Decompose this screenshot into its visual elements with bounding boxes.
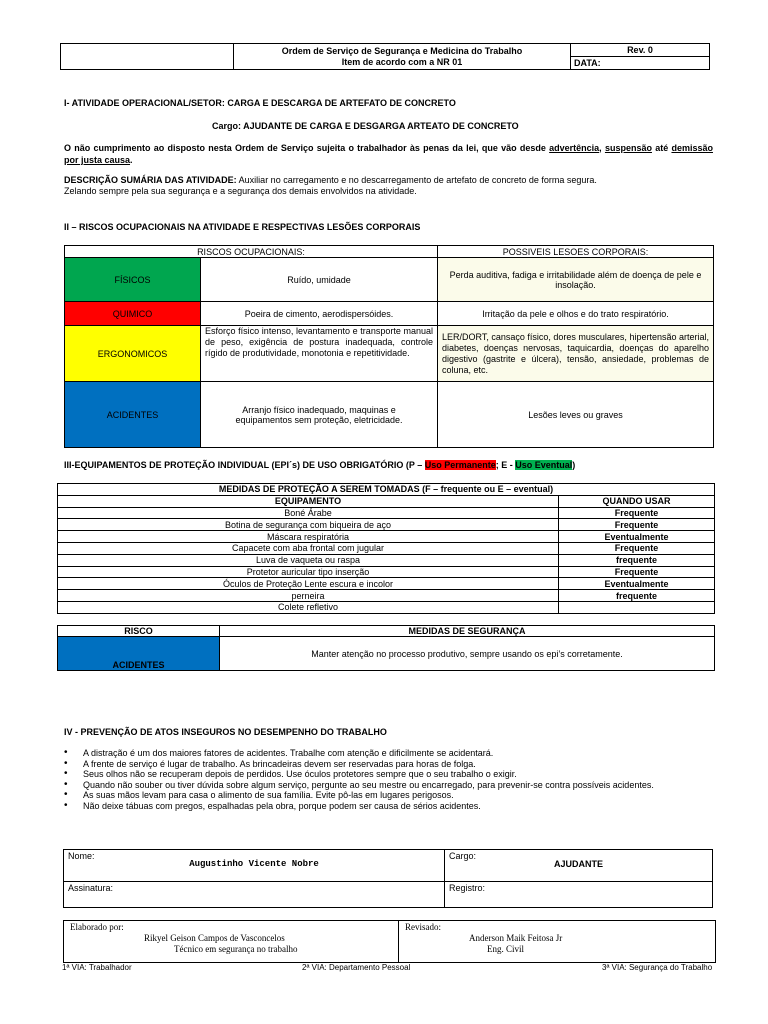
injury-description: LER/DORT, cansaço físico, dores musculares, hipertensão arterial, diabetes, doenças nervosas, taquicardia, doenças do aparelho digestivo (gastrite e úlcera), tensão, ansiedade, problemas de coluna, etc. — [438, 326, 714, 382]
epi-when: Eventualmente — [559, 578, 715, 590]
col-header-riscos: RISCOS OCUPACIONAIS: — [65, 246, 438, 258]
risk-description: Ruído, umidade — [201, 258, 438, 302]
epi-equipment: Máscara respiratória — [58, 531, 559, 543]
risk-category: FÍSICOS — [65, 258, 201, 302]
epi-equipment: perneira — [58, 590, 559, 602]
cargo-title: Cargo: AJUDANTE DE CARGA E DESGARGA ARTEATO DE CONCRETO — [212, 121, 519, 131]
cargo-label: Cargo: — [449, 851, 477, 861]
col-header-medidas: MEDIDAS DE SEGURANÇA — [220, 626, 715, 637]
uso-eventual-badge: Uso Eventual — [515, 460, 573, 470]
prevention-item: • As suas mãos levam para casa o alimento de sua família. Evite pô-las em lugares perigosos. — [64, 790, 714, 801]
section2-heading: II – RISCOS OCUPACIONAIS NA ATIVIDADE E RESPECTIVAS LESÕES CORPORAIS — [64, 222, 421, 232]
epi-when: Eventualmente — [559, 531, 715, 543]
logo-cell — [61, 44, 234, 70]
prevention-item: • A frente de serviço é lugar de trabalho. As brincadeiras devem ser reservadas para horas de folga. — [64, 759, 714, 770]
revisado-cell — [399, 921, 716, 963]
epi-row — [58, 531, 715, 543]
col-header-lesoes: POSSIVEIS LESOES CORPORAIS: — [438, 246, 714, 258]
elaborado-role: Técnico em segurança no trabalho — [174, 944, 298, 954]
safety-measure: Manter atenção no processo produtivo, sempre usando os epi’s corretamente. — [220, 637, 715, 671]
injury-description: Irritação da pele e olhos e do trato respiratório. — [438, 302, 714, 326]
section4-heading: IV - PREVENÇÃO DE ATOS INSEGUROS NO DESEMPENHO DO TRABALHO — [64, 727, 387, 737]
section3-heading-part1: III-EQUIPAMENTOS DE PROTEÇÃO INDIVIDUAL (EPI´s) DE USO OBRIGATÓRIO (P – — [64, 460, 425, 470]
prevention-item: • Seus olhos não se recuperam depois de perdidos. Use óculos protetores sempre que o seu trabalho o exigir. — [64, 769, 714, 780]
section3-heading-mid: ; E - — [495, 460, 516, 470]
epi-when: frequente — [559, 554, 715, 566]
risk-measures-table — [57, 625, 715, 671]
prevention-list — [64, 748, 714, 811]
risks-table — [64, 245, 714, 448]
warning-ate: até — [651, 143, 672, 153]
col-header-equipamento: EQUIPAMENTO — [58, 495, 559, 507]
section3-heading — [64, 460, 575, 470]
epi-when: frequente — [559, 590, 715, 602]
epi-row — [58, 590, 715, 602]
warning-part1: O não cumprimento ao disposto nesta Ordem de Serviço sujeita o trabalhador às penas da lei, que vão desde — [64, 143, 550, 153]
footer-via2: 2ª VIA: Departamento Pessoal — [302, 963, 411, 972]
warning-text — [64, 142, 713, 166]
epi-equipment: Capacete com aba frontal com jugular — [58, 542, 559, 554]
col-header-quando: QUANDO USAR — [559, 495, 715, 507]
header-title-line2: Item de acordo com a NR 01 — [341, 56, 463, 67]
signature-field: Assinatura: — [64, 882, 445, 908]
epi-table — [57, 483, 715, 614]
epi-row — [58, 566, 715, 578]
risk-row — [65, 302, 714, 326]
risk-category: QUIMICO — [65, 302, 201, 326]
epi-when: Frequente — [559, 507, 715, 519]
revisado-label: Revisado: — [405, 922, 441, 932]
epi-equipment: Protetor auricular tipo inserção — [58, 566, 559, 578]
registration-field: Registro: — [445, 882, 713, 908]
prevention-item: • A distração é um dos maiores fatores de acidentes. Trabalhe com atenção e dificilmente se acidentará. — [64, 748, 714, 759]
name-cell — [64, 850, 445, 882]
risk-row — [65, 326, 714, 382]
risk-description: Poeira de cimento, aerodispersóides. — [201, 302, 438, 326]
elaborado-label: Elaborado por: — [70, 922, 124, 932]
elaboration-table — [63, 920, 716, 963]
prevention-item: • Quando não souber ou tiver dúvida sobre algum serviço, pergunte ao seu mestre ou encarregado, para prevenir-se contra possíveis acidentes. — [64, 780, 714, 791]
revision: Rev. 0 — [571, 44, 710, 57]
epi-equipment: Botina de segurança com biqueira de aço — [58, 519, 559, 531]
cargo-value: AJUDANTE — [553, 859, 603, 869]
prevention-item: • Não deixe tábuas com pregos, espalhadas pela obra, porque podem ser causa de sérios acidentes. — [64, 801, 714, 812]
description-label: DESCRIÇÃO SUMÁRIA DAS ATIVIDADE: — [64, 175, 237, 185]
epi-when — [559, 601, 715, 613]
footer-via3: 3ª VIA: Segurança do Trabalho — [602, 963, 713, 972]
cargo-cell — [445, 850, 713, 882]
section3-heading-end: ) — [572, 460, 576, 470]
epi-equipment: Colete refletivo — [277, 602, 339, 613]
warning-comma: , — [599, 143, 602, 153]
risk-category: ACIDENTES — [65, 382, 201, 448]
epi-table-title: MEDIDAS DE PROTEÇÃO A SEREM TOMADAS (F – frequente ou E – eventual) — [58, 484, 715, 496]
footer-via1: 1ª VIA: Trabalhador — [62, 963, 132, 972]
epi-row — [58, 542, 715, 554]
description-text: Auxiliar no carregamento e no descarregamento de artefato de concreto de forma segura. — [236, 175, 597, 185]
header-table — [60, 43, 710, 70]
epi-row — [58, 519, 715, 531]
risk-description: Esforço físico intenso, levantamento e transporte manual de peso, exigência de postura inadequada, controle rígido de produtividade, monotonia e repetitividade. — [201, 326, 438, 382]
epi-equipment: Luva de vaqueta ou raspa — [58, 554, 559, 566]
warning-suspensao: suspensão — [604, 143, 652, 153]
signature-table — [63, 849, 713, 908]
warning-demissao: demissão por justa causa — [64, 143, 713, 165]
revisado-role: Eng. Civil — [487, 944, 525, 954]
risk-category: ERGONOMICOS — [65, 326, 201, 382]
elaborado-name: Rikyel Geison Campos de Vasconcelos — [144, 933, 285, 943]
epi-row — [58, 507, 715, 519]
description-line2: Zelando sempre pela sua segurança e a segurança dos demais envolvidos na atividade. — [64, 186, 417, 196]
section1-heading: I- ATIVIDADE OPERACIONAL/SETOR: CARGA E DESCARGA DE ARTEFATO DE CONCRETO — [64, 98, 456, 108]
epi-row — [58, 601, 715, 613]
date-field: DATA: — [571, 57, 710, 70]
elaborado-cell — [64, 921, 399, 963]
description — [64, 175, 597, 197]
injury-description: Lesões leves ou graves — [438, 382, 714, 448]
risk-row — [65, 258, 714, 302]
epi-when: Frequente — [559, 566, 715, 578]
uso-permanente-badge: Uso Permanente — [424, 460, 496, 470]
risk-row — [65, 382, 714, 448]
epi-equipment: Óculos de Proteção Lente escura e incolor — [58, 578, 559, 590]
epi-when: Frequente — [559, 519, 715, 531]
warning-end: . — [130, 155, 133, 165]
header-title-line1: Ordem de Serviço de Segurança e Medicina do Trabalho — [281, 45, 523, 56]
risk-accidents: ACIDENTES — [58, 637, 220, 671]
epi-equipment: Boné Árabe — [58, 507, 559, 519]
epi-row — [58, 578, 715, 590]
revisado-name: Anderson Maik Feitosa Jr — [469, 933, 563, 943]
epi-row — [58, 554, 715, 566]
col-header-risco: RISCO — [58, 626, 220, 637]
header-title-cell — [234, 44, 571, 70]
name-value: Augustinho Vicente Nobre — [189, 859, 319, 869]
injury-description: Perda auditiva, fadiga e irritabilidade além de doença de pele e insolação. — [438, 258, 714, 302]
name-label: Nome: — [68, 851, 95, 861]
warning-advertencia: advertência — [549, 143, 600, 153]
risk-description: Arranjo físico inadequado, maquinas e equipamentos sem proteção, eletricidade. — [201, 382, 438, 448]
epi-when: Frequente — [559, 542, 715, 554]
